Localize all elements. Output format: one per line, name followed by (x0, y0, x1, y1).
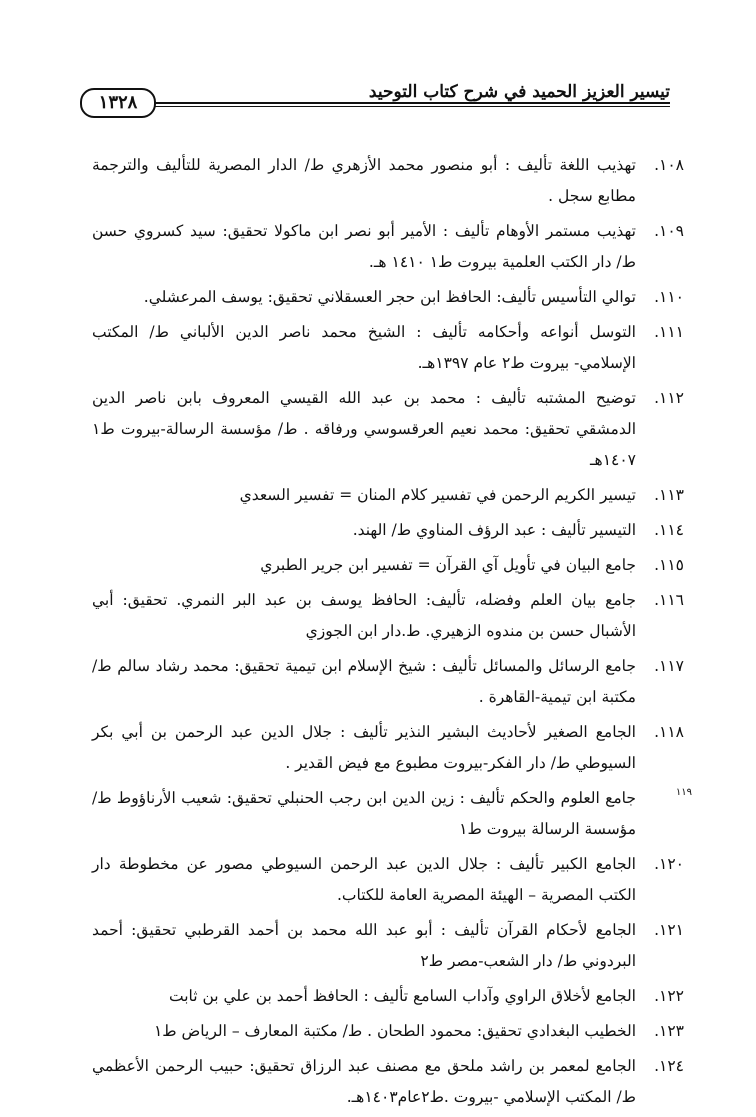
entry-text: جامع البيان في تأويل آي القرآن = تفسير ابن جرير الطبري (260, 556, 636, 574)
entry-number: ١١٦. (654, 591, 684, 609)
entry-text: تهذيب اللغة تأليف : أبو منصور محمد الأزهري ط/ الدار المصرية للتأليف والترجمة مطابع سجل . (92, 156, 636, 205)
bibliography-entry (92, 717, 684, 779)
entry-number: ١١٧. (654, 657, 684, 675)
entry-number: ١١٣. (654, 486, 684, 504)
entry-number: ١١١. (654, 323, 684, 341)
entry-number: ١١٠. (654, 288, 684, 306)
bibliography-entry (92, 216, 684, 278)
bibliography-entry (92, 550, 684, 581)
entry-number: ١١٨. (654, 723, 684, 741)
bibliography-entry (92, 585, 684, 647)
bibliography-entry (92, 383, 684, 476)
bibliography-entry (92, 282, 684, 313)
entry-text: توالي التأسيس تأليف: الحافظ ابن حجر العسقلاني تحقيق: يوسف المرعشلي. (143, 288, 636, 306)
bibliography-entry (92, 651, 684, 713)
header-rule-thin (152, 106, 670, 107)
entry-text: الجامع الصغير لأحاديث البشير النذير تأليف : جلال الدين عبد الرحمن بن أبي بكر السيوطي ط/ دار الفكر-بيروت مطبوع مع فيض القدير . (92, 723, 636, 772)
entry-text: جامع بيان العلم وفضله، تأليف: الحافظ يوسف بن عبد البر النمري. تحقيق: أبي الأشبال حسن بن مندوه الزهيري. ط.دار ابن الجوزي (92, 591, 636, 640)
entry-number: ١١٢. (654, 389, 684, 407)
bibliography-entry (92, 915, 684, 977)
entry-number: ١٢٤. (654, 1057, 684, 1075)
bibliography-entry (92, 981, 684, 1012)
entry-number: ١١٤. (654, 521, 684, 539)
entry-text: الجامع لمعمر بن راشد ملحق مع مصنف عبد الرزاق تحقيق: حبيب الرحمن الأعظمي ط/ المكتب الإسلامي -بيروت .ط٢عام١٤٠٣هـ. (92, 1057, 636, 1106)
page-number: ١٣٢٨ (80, 88, 156, 118)
header-rule (152, 102, 670, 104)
entry-number: ١٢١. (654, 921, 684, 939)
bibliography-entry (92, 849, 684, 911)
bibliography-entry (92, 1016, 684, 1047)
bibliography-entry (92, 317, 684, 379)
entry-text: توضيح المشتبه تأليف : محمد بن عبد الله القيسي المعروف بابن ناصر الدين الدمشقي تحقيق: محمد نعيم العرقسوسي ورفاقه . ط/ مؤسسة الرسالة-بيروت ط١ ١٤٠٧هـ (92, 389, 636, 469)
bibliography-entry (92, 150, 684, 212)
entry-number: ١١٩ (675, 787, 692, 798)
entry-number: ١١٥. (654, 556, 684, 574)
entry-text: تيسير الكريم الرحمن في تفسير كلام المنان = تفسير السعدي (239, 486, 636, 504)
entry-text: تهذيب مستمر الأوهام تأليف : الأمير أبو نصر ابن ماكولا تحقيق: سيد كسروي حسن ط/ دار الكتب العلمية بيروت ط١ ١٤١٠ هـ. (92, 222, 636, 271)
bibliography-entry (92, 515, 684, 546)
entry-number: ١٢٣. (654, 1022, 684, 1040)
bibliography-list (92, 150, 692, 1117)
entry-number: ١٢٢. (654, 987, 684, 1005)
running-title: تيسير العزيز الحميد في شرح كتاب التوحيد (368, 82, 670, 102)
entry-text: الجامع لأحكام القرآن تأليف : أبو عبد الله محمد بن أحمد القرطبي تحقيق: أحمد البردوني ط/ دار الشعب-مصر ط٢ (92, 921, 636, 970)
entry-text: الجامع الكبير تأليف : جلال الدين عبد الرحمن السيوطي مصور عن مخطوطة دار الكتب المصرية – الهيئة المصرية العامة للكتاب. (92, 855, 636, 904)
bibliography-entry (92, 1051, 684, 1113)
entry-text: جامع الرسائل والمسائل تأليف : شيخ الإسلام ابن تيمية تحقيق: محمد رشاد سالم ط/ مكتبة ابن تيمية-القاهرة . (92, 657, 636, 706)
entry-text: التوسل أنواعه وأحكامه تأليف : الشيخ محمد ناصر الدين الألباني ط/ المكتب الإسلامي- بيروت ط٢ عام ١٣٩٧هـ. (92, 323, 636, 372)
entry-number: ١٠٩. (654, 222, 684, 240)
entry-number: ١٠٨. (654, 156, 684, 174)
entry-text: الجامع لأخلاق الراوي وآداب السامع تأليف : الحافظ أحمد بن علي بن ثابت (168, 987, 636, 1005)
entry-text: جامع العلوم والحكم تأليف : زين الدين ابن رجب الحنبلي تحقيق: شعيب الأرناؤوط ط/ مؤسسة الرسالة بيروت ط١ (92, 789, 636, 838)
bibliography-entry (92, 480, 684, 511)
entry-text: التيسير تأليف : عبد الرؤف المناوي ط/ الهند. (352, 521, 636, 539)
entry-text: الخطيب البغدادي تحقيق: محمود الطحان . ط/ مكتبة المعارف – الرياض ط١ (153, 1022, 636, 1040)
entry-number: ١٢٠. (654, 855, 684, 873)
page-header (80, 72, 670, 116)
bibliography-entry (92, 783, 692, 845)
